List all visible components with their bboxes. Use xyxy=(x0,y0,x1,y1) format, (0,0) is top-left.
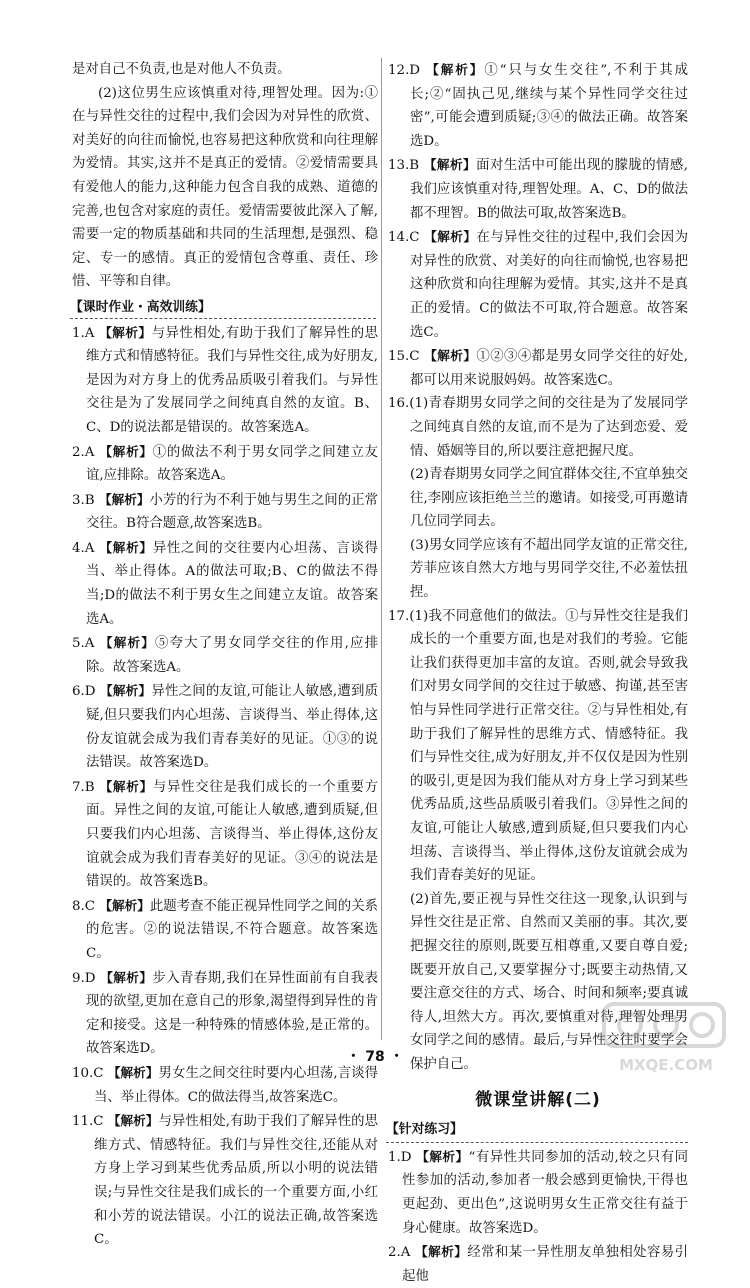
answer-item-4: 4.A 【解析】异性之间的交往要内心坦荡、言谈得当、举止得体。A的做法可取;B、C的做法不得当;D的做法不利于男女生之间建立友谊。故答案选A。 xyxy=(72,539,379,627)
paragraph-q2: (2)这位男生应该慎重对待,理智处理。因为:①在与异性交往的过程中,我们会因为对异性的欣赏、对美好的向往而愉悦,也容易把这种欣赏和向往理解为爱情。其实,这并不是真正的爱情。②爱情需要具有爱他人的能力,这种能力包含自我的成熟、道德的完善,也包含对家庭的责任。爱情需要彼此深入了解,需要一定的物质基础和共同的生活理想,是强烈、稳定、专一的感情。真正的爱情包含尊重、责任、珍惜、平等和自律。 xyxy=(72,85,378,290)
left-column xyxy=(72,58,378,1252)
watermark-logo xyxy=(600,998,732,1076)
answer-item-6: 6.D 【解析】异性之间的友谊,可能让人敏感,遭到质疑,但只要我们内心坦荡、言谈得当、举止得体,这份友谊就会成为我们青春美好的见证。①③的说法错误。故答案选D。 xyxy=(72,683,379,771)
answer-item-5: 5.A 【解析】⑤夸大了男女同学交往的作用,应排除。故答案选A。 xyxy=(72,635,378,675)
answer-item-15: 15.C 【解析】①②③④都是男女同学交往的好处,都可以用来说服妈妈。故答案选C。 xyxy=(388,348,689,388)
section-title-micro-lecture: 微课堂讲解(二) xyxy=(475,1089,601,1110)
answer-item-16-part3: (3)男女同学应该有不超出同学友谊的正常交往,芳菲应该自然大方地与男同学交往,不必羞怯扭捏。 xyxy=(410,537,688,601)
right-column xyxy=(388,58,688,1288)
paragraph-continuation: 是对自己不负责,也是对他人不负责。 xyxy=(72,62,291,77)
section-header-practice: 【针对练习】 xyxy=(386,1118,688,1143)
answer-item-1: 1.A 【解析】与异性相处,有助于我们了解异性的思维方式和情感特征。我们与异性交往,成为好朋友,是因为对方身上的优秀品质吸引着我们。与异性交往是为了发展同学之间纯真自然的友谊。B、C、D的说法都是错误的。故答案选A。 xyxy=(72,324,379,435)
column-divider xyxy=(381,58,382,1040)
answer-item-13: 13.B 【解析】面对生活中可能出现的朦胧的情感,我们应该慎重对待,理智处理。A、C、D的做法都不理智。B的做法可取,故答案选B。 xyxy=(388,157,688,221)
answer-item-10: 10.C 【解析】男女生之间交往时要内心坦荡,言谈得当、举止得体。C的做法得当,故答案选C。 xyxy=(72,1064,378,1105)
answer-item-9: 9.D 【解析】步入青春期,我们在异性面前有自我表现的欲望,更加在意自己的形象,渴望得到异性的肯定和接受。这是一种特殊的情感体验,是正常的。故答案选D。 xyxy=(72,969,378,1057)
answer-item-14: 14.C 【解析】在与异性交往的过程中,我们会因为对异性的欣赏、对美好的向往而愉悦,也容易把这种欣赏和向往理解为爱情。其实,这并不是真正的爱情。C的做法不可取,符合题意。故答案选C。 xyxy=(388,229,689,340)
answer-item-3: 3.B 【解析】小芳的行为不利于她与男生之间的正常交往。B符合题意,故答案选B。 xyxy=(72,491,379,532)
svg-text:MXQE.COM: MXQE.COM xyxy=(619,1056,713,1074)
answer-item-16-part1: 16.(1)青春期男女同学之间的交往是为了发展同学之间纯真自然的友谊,而不是为了达到恋爱、爱情、婚姻等目的,所以要注意把握尺度。 xyxy=(388,396,688,459)
answer-item-11: 11.C 【解析】与异性相处,有助于我们了解异性的思维方式、情感特征。我们与异性交往,还能从对方身上学习到某些优秀品质,所以小明的说法错误;与异性交往是我们成长的一个重要方面,小红和小芳的说法错误。小江的说法正确,故答案选C。 xyxy=(72,1113,378,1248)
answer-item-12: 12.D 【解析】①“只与女生交往”,不利于其成长;②“固执己见,继续与某个异性同学交往过密”,可能会遭到质疑;③④的做法正确。故答案选D。 xyxy=(388,62,689,149)
practice-item-1: 1.D 【解析】“有异性共同参加的活动,较之只有同性参加的活动,参加者一般会感到更愉快,干得也更起劲、更出色”,这说明男女生正常交往有益于身心健康。故答案选D。 xyxy=(388,1148,688,1236)
answer-item-16-part2: (2)青春期男女同学之间宜群体交往,不宜单独交往,李刚应该拒绝兰兰的邀请。如接受,可再邀请几位同学同去。 xyxy=(410,467,688,530)
answer-item-17-part1: 17.(1)我不同意他们的做法。①与异性交往是我们成长的一个重要方面,也是对我们的考验。它能让我们获得更加丰富的友谊。否则,就会导致我们对男女同学间的交往过于敏感、拘谨,甚至害怕与异性同学进行正常交往。②与异性相处,有助于我们了解异性的思维方式、情感特征。我们与异性交往,成为好朋友,并不仅仅是因为性别的吸引,更是因为我们能从对方身上学习到某些优秀品质,这些品质吸引着我们。③异性之间的友谊,可能让人敏感,遭到质疑,但只要我们内心坦荡、言谈得当、举止得体,这份友谊就会成为我们青春美好的见证。 xyxy=(388,608,688,884)
answer-item-2: 2.A 【解析】①的做法不利于男女同学之间建立友谊,应排除。故答案选A。 xyxy=(72,443,379,484)
page-number: ・ 78 ・ xyxy=(346,1049,404,1065)
section-header-homework: 【课时作业・高效训练】 xyxy=(70,296,378,321)
answer-item-17-part2: (2)首先,要正视与异性交往这一现象,认识到与异性交往是正常、自然而又美丽的事。其次,要把握交往的原则,既要互相尊重,又要自尊自爱;既要开放自己,又要掌握分寸;既要主动热情,又要注意交往的方式、场合、时间和频率;要真诚待人,坦然大方。再次,要慎重对待,理智处理男女同学之间的感情。最后,与异性交往时要学会保护自己。 xyxy=(410,891,688,1072)
answer-item-7: 7.B 【解析】与异性交往是我们成长的一个重要方面。异性之间的友谊,可能让人敏感,遭到质疑,但只要我们内心坦荡、言谈得当、举止得体,这份友谊就会成为我们青春美好的见证。③④的说法是错误的。故答案选B。 xyxy=(72,778,379,890)
answer-item-8: 8.C 【解析】此题考查不能正视异性同学之间的关系的危害。②的说法错误,不符合题意。故答案选C。 xyxy=(72,897,379,961)
practice-item-2: 2.A 【解析】经常和某一异性朋友单独相处容易引起他 xyxy=(388,1244,689,1284)
